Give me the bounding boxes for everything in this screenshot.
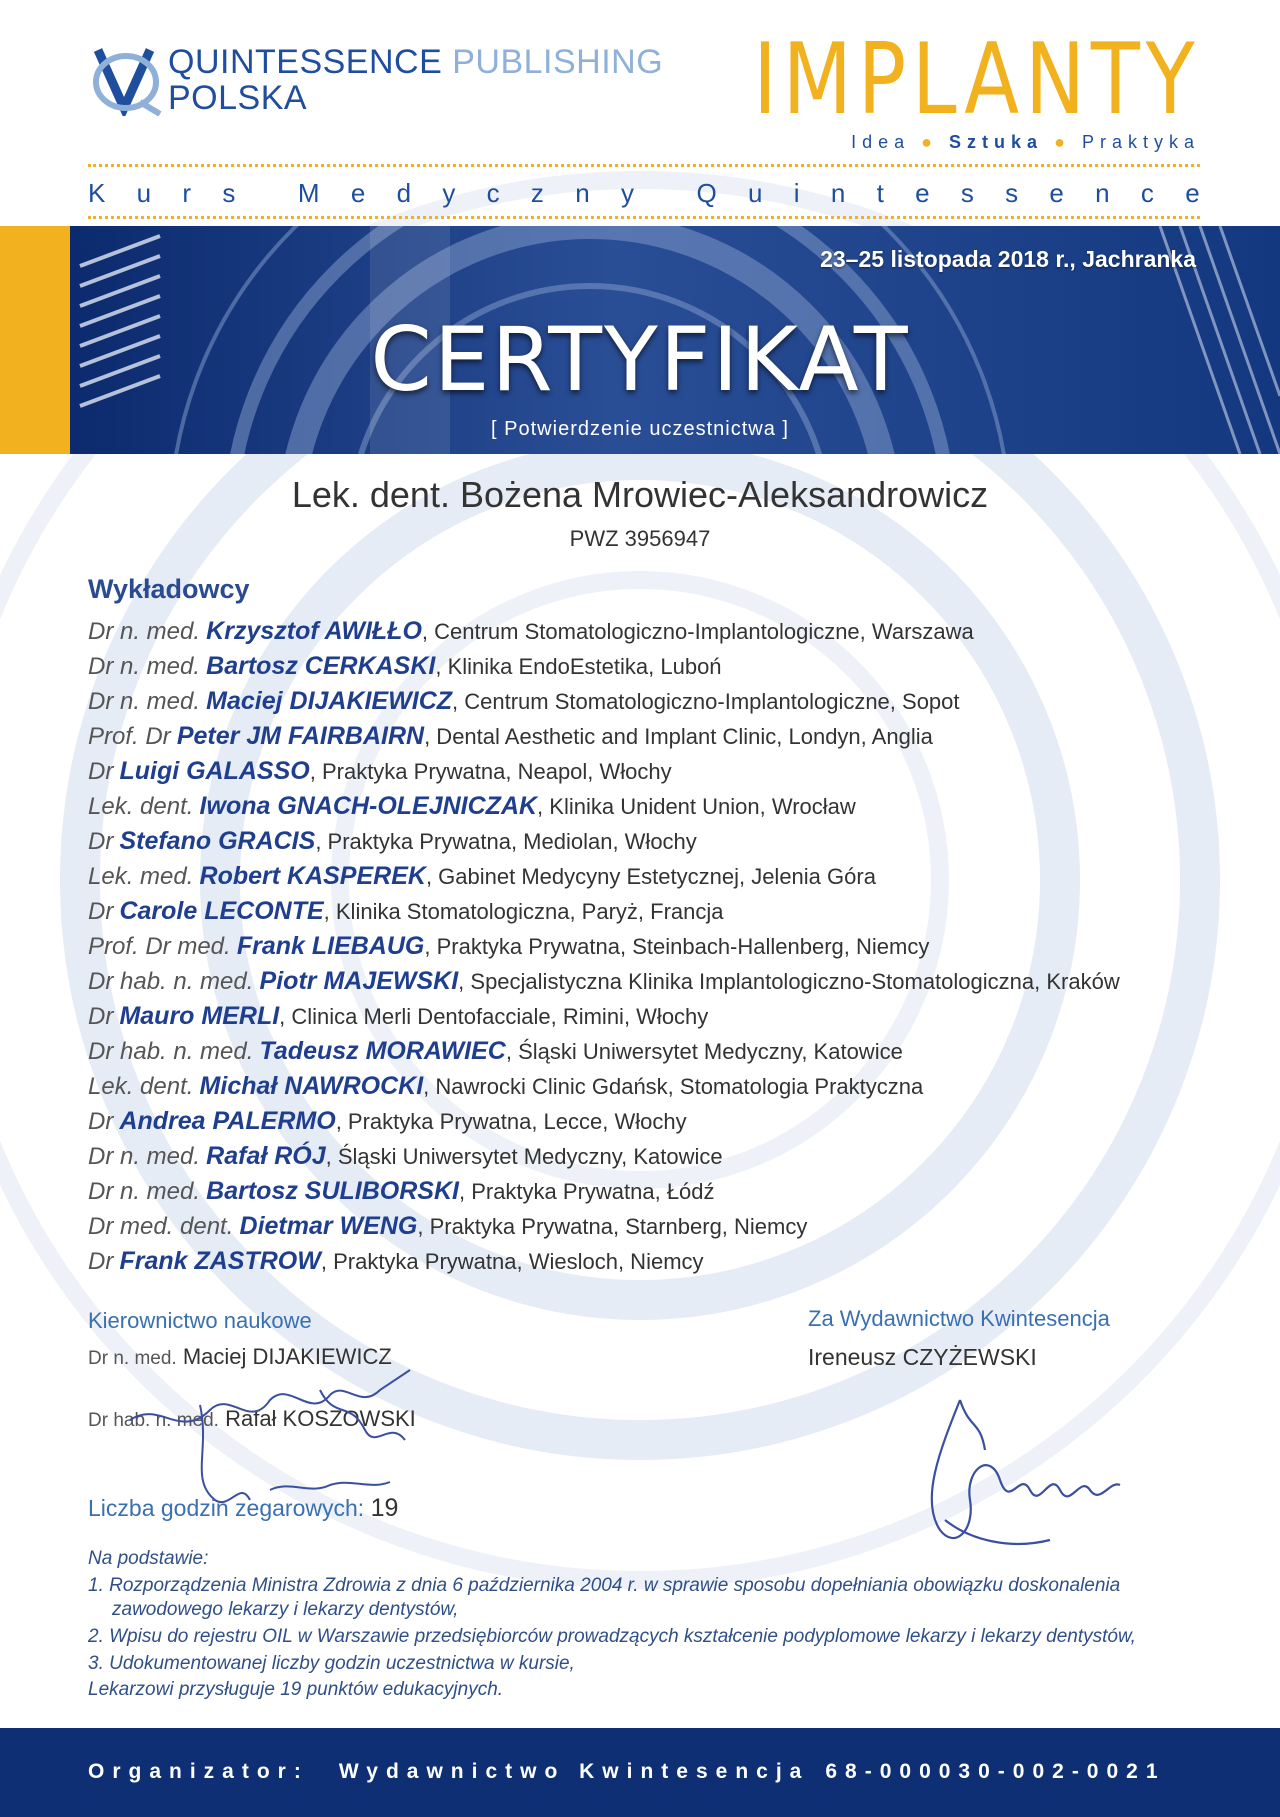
publisher-signatory-label: Za Wydawnictwo Kwintesencja	[808, 1306, 1110, 1331]
lecturer-title: Dr n. med.	[88, 688, 201, 715]
lecturer-name: Robert KASPEREK	[199, 862, 426, 890]
course-name-letter: s	[222, 178, 236, 208]
lecturer-item	[88, 1104, 1120, 1139]
lecturer-title: Dr	[88, 1003, 114, 1030]
lecturer-affiliation: , Clinica Merli Dentofacciale, Rimini, Włochy	[279, 1004, 709, 1029]
course-name-letter: c	[486, 178, 500, 208]
organizer-name: Wydawnictwo Kwintesencja	[338, 1760, 810, 1783]
organizer-line	[88, 1760, 1166, 1784]
legal-basis-item: 3. Udokumentowanej liczby godzin uczestnictwa w kursie,	[88, 1653, 575, 1674]
scientific-director-1-title: Dr n. med.	[88, 1348, 177, 1369]
lecturer-name: Frank LIEBAUG	[236, 932, 425, 960]
lecturer-affiliation: , Praktyka Prywatna, Łódź	[458, 1179, 715, 1204]
lecturer-item	[88, 1174, 1120, 1209]
course-name-letter: M	[297, 178, 320, 208]
lecturer-item	[88, 929, 1120, 964]
lecturer-name: Maciej DIJAKIEWICZ	[206, 687, 453, 715]
lecturer-title: Dr	[88, 1248, 114, 1275]
course-name-letter: y	[442, 178, 456, 208]
course-name-letter: i	[793, 178, 800, 208]
certificate-subtitle: [ Potwierdzenie uczestnictwa ]	[491, 418, 789, 440]
lecturer-affiliation: , Praktyka Prywatna, Steinbach-Hallenberg, Niemcy	[424, 934, 930, 959]
course-name-letter: s	[960, 178, 974, 208]
scientific-signature-icon	[120, 1360, 460, 1510]
lecturer-affiliation: , Śląski Uniwersytet Medyczny, Katowice	[325, 1144, 723, 1169]
legal-basis-heading: Na podstawie:	[88, 1548, 209, 1569]
course-name-letter: r	[182, 178, 192, 208]
lecturer-name: Stefano GRACIS	[119, 827, 316, 855]
lecturer-name: Rafał RÓJ	[206, 1142, 326, 1170]
lecturer-title: Dr med. dent.	[88, 1213, 234, 1240]
lecturer-title: Dr n. med.	[88, 653, 201, 680]
lecturer-title: Dr hab. n. med.	[88, 968, 254, 995]
lecturer-affiliation: , Centrum Stomatologiczno-Implantologiczne, Sopot	[452, 689, 960, 714]
legal-basis	[88, 1548, 1208, 1701]
publisher-signature-icon	[900, 1390, 1160, 1560]
publisher-name	[168, 44, 663, 116]
course-name-letter: e	[350, 178, 366, 208]
lecturer-item	[88, 1139, 1120, 1174]
course-name-letter: e	[1049, 178, 1064, 208]
certificate-title: CERTYFIKAT	[370, 308, 910, 411]
course-name-letter: t	[876, 178, 884, 208]
lecturer-affiliation: , Praktyka Prywatna, Mediolan, Włochy	[315, 829, 697, 854]
course-name-letter: e	[915, 178, 930, 208]
lecturer-item	[88, 859, 1120, 894]
publisher-name-part1: QUINTESSENCE	[168, 43, 443, 81]
lecturers-heading: Wykładowcy	[88, 574, 250, 604]
lecturer-name: Iwona GNACH-OLEJNICZAK	[199, 792, 538, 820]
tagline-dot-icon: ●	[1054, 132, 1071, 152]
lecturer-affiliation: , Nawrocki Clinic Gdańsk, Stomatologia Praktyczna	[423, 1074, 924, 1099]
lecturers-list	[88, 614, 1120, 1279]
lecturer-item	[88, 754, 1120, 789]
lecturer-affiliation: , Praktyka Prywatna, Neapol, Włochy	[309, 759, 672, 784]
course-name-letter: u	[136, 178, 152, 208]
journal-title: IMPLANTY	[752, 23, 1200, 137]
lecturer-title: Dr	[88, 1108, 114, 1135]
tagline-dot-icon: ●	[921, 132, 939, 152]
lecturer-title: Dr	[88, 758, 114, 785]
scientific-director-2-name: Rafał KOSZOWSKI	[225, 1406, 416, 1431]
lecturer-item	[88, 649, 1120, 684]
legal-basis-item: 2. Wpisu do rejestru OIL w Warszawie przedsiębiorców prowadzących kształcenie podyplomowe lekarzy i lekarzy dentystów,	[88, 1626, 1136, 1647]
tagline-word: Idea	[851, 132, 911, 152]
lecturer-item	[88, 614, 1120, 649]
lecturer-name: Carole LECONTE	[119, 897, 324, 925]
scientific-director-1-name: Maciej DIJAKIEWICZ	[182, 1344, 392, 1369]
lecturer-item	[88, 1069, 1120, 1104]
course-name-letter: n	[830, 178, 846, 208]
lecturer-title: Prof. Dr	[88, 723, 171, 750]
lecturer-item	[88, 1244, 1120, 1279]
lecturer-affiliation: , Praktyka Prywatna, Starnberg, Niemcy	[417, 1214, 808, 1239]
event-date: 23–25 listopada 2018 r., Jachranka	[820, 246, 1196, 272]
lecturer-title: Dr hab. n. med.	[88, 1038, 254, 1065]
lecturer-name: Mauro MERLI	[119, 1002, 280, 1030]
lecturer-item	[88, 964, 1120, 999]
lecturer-item	[88, 894, 1120, 929]
lecturer-name: Frank ZASTROW	[119, 1247, 321, 1275]
lecturer-title: Dr n. med.	[88, 1178, 201, 1205]
scientific-direction-label: Kierownictwo naukowe	[88, 1308, 312, 1333]
lecturer-affiliation: , Klinika Unident Union, Wrocław	[537, 794, 856, 819]
course-name-letter: z	[530, 178, 544, 208]
hours-label: Liczba godzin zegarowych:	[88, 1495, 365, 1521]
course-name-letter: e	[1185, 178, 1200, 208]
lecturer-item	[88, 824, 1120, 859]
lecturer-affiliation: , Dental Aesthetic and Implant Clinic, Londyn, Anglia	[424, 724, 933, 749]
lecturer-affiliation: , Specjalistyczna Klinika Implantologiczno-Stomatologiczna, Kraków	[458, 969, 1120, 994]
lecturer-title: Dr	[88, 898, 114, 925]
lecturer-affiliation: , Praktyka Prywatna, Wiesloch, Niemcy	[320, 1249, 704, 1274]
education-points-note: Lekarzowi przysługuje 19 punktów edukacyjnych.	[88, 1679, 504, 1700]
quintessence-logo-icon	[88, 44, 170, 116]
course-name-letter: n	[575, 178, 590, 208]
lecturer-name: Bartosz CERKASKI	[206, 652, 436, 680]
legal-basis-item: 1. Rozporządzenia Ministra Zdrowia z dnia 6 października 2004 r. w sprawie sposobu dopełniania obowiązku doskonalenia zawodowego lekarzy i lekarzy dentystów,	[88, 1575, 1121, 1620]
lecturer-affiliation: , Klinika Stomatologiczna, Paryż, Francja	[323, 899, 724, 924]
lecturer-item	[88, 684, 1120, 719]
course-name-letter: K	[88, 178, 106, 208]
recipient-pwz: PWZ 3956947	[569, 526, 711, 551]
course-name	[88, 178, 1200, 209]
course-name-letter: d	[396, 178, 412, 208]
lecturer-name: Dietmar WENG	[239, 1212, 418, 1240]
lecturer-affiliation: , Klinika EndoEstetika, Luboń	[435, 654, 722, 679]
lecturer-name: Andrea PALERMO	[119, 1107, 336, 1135]
course-name-letter: c	[1140, 178, 1154, 208]
lecturer-title: Dr n. med.	[88, 618, 201, 645]
lecturer-name: Krzysztof AWIŁŁO	[206, 617, 422, 645]
lecturer-name: Luigi GALASSO	[119, 757, 310, 785]
lecturer-affiliation: , Praktyka Prywatna, Lecce, Włochy	[335, 1109, 687, 1134]
lecturer-title: Lek. dent.	[88, 793, 194, 820]
certificate-banner	[0, 226, 1280, 454]
lecturer-title: Dr	[88, 828, 114, 855]
lecturer-name: Tadeusz MORAWIEC	[259, 1037, 506, 1065]
lecturer-item	[88, 1034, 1120, 1069]
publisher-signatory-name: Ireneusz CZYŻEWSKI	[808, 1344, 1037, 1370]
recipient-name: Lek. dent. Bożena Mrowiec-Aleksandrowicz	[291, 474, 989, 515]
lecturer-name: Peter JM FAIRBAIRN	[176, 722, 425, 750]
lecturer-name: Michał NAWROCKI	[199, 1072, 424, 1100]
dotted-divider-bottom	[88, 216, 1200, 219]
organizer-footer	[0, 1728, 1280, 1817]
course-name-letter: y	[620, 178, 634, 208]
hours-count	[88, 1494, 398, 1523]
tagline-word: Praktyka	[1081, 132, 1200, 152]
lecturer-affiliation: , Gabinet Medycyny Estetycznej, Jelenia Góra	[425, 864, 876, 889]
journal-tagline	[851, 132, 1200, 153]
tagline-word: Sztuka	[949, 132, 1044, 152]
lecturer-title: Dr n. med.	[88, 1143, 201, 1170]
publisher-name-part2: PUBLISHING	[452, 43, 664, 81]
lecturer-title: Prof. Dr med.	[88, 933, 231, 960]
lecturer-affiliation: , Centrum Stomatologiczno-Implantologiczne, Warszawa	[421, 619, 974, 644]
course-name-letter: s	[1005, 178, 1019, 208]
lecturer-item	[88, 789, 1120, 824]
dotted-divider-top	[88, 164, 1200, 167]
course-name-letter: n	[1095, 178, 1110, 208]
lecturer-item	[88, 1209, 1120, 1244]
lecturer-title: Lek. med.	[88, 863, 194, 890]
hours-value: 19	[370, 1494, 399, 1522]
publisher-name-line2: POLSKA	[168, 79, 308, 117]
organizer-number: 68-000030-002-0021	[825, 1760, 1166, 1783]
lecturer-affiliation: , Śląski Uniwersytet Medyczny, Katowice	[505, 1039, 903, 1064]
course-name-letter: u	[748, 178, 763, 208]
lecturer-title: Lek. dent.	[88, 1073, 194, 1100]
organizer-label: Organizator:	[88, 1760, 309, 1783]
scientific-director-2-title: Dr hab. n. med.	[88, 1410, 219, 1431]
lecturer-item	[88, 999, 1120, 1034]
lecturer-name: Piotr MAJEWSKI	[259, 967, 459, 995]
lecturer-name: Bartosz SULIBORSKI	[206, 1177, 459, 1205]
course-name-letter: Q	[696, 178, 717, 208]
lecturer-item	[88, 719, 1120, 754]
